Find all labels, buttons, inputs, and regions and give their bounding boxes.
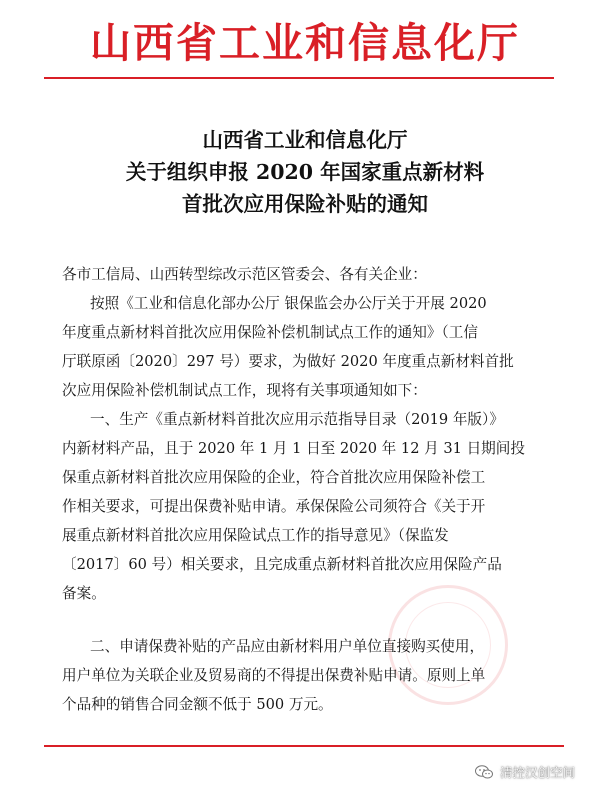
body-line: 厅联原函〔2020〕297 号）要求，为做好 2020 年度重点新材料首批 [62, 353, 514, 370]
body-line: 个品种的销售合同金额不低于 500 万元。 [62, 696, 333, 713]
body-line: 次应用保险补偿机制试点工作，现将有关事项通知如下： [62, 382, 427, 399]
body-line: 按照《工业和信息化部办公厅 银保监会办公厅关于开展 2020 [90, 295, 487, 312]
body-line: 用户单位为关联企业及贸易商的不得提出保费补贴申请。原则上单 [62, 667, 486, 684]
body-line: 一、生产《重点新材料首批次应用示范指导目录（2019 年版）》 [90, 411, 504, 428]
wechat-icon [474, 764, 494, 780]
body-line: 年度重点新材料首批次应用保险补偿机制试点工作的通知》（工信 [62, 324, 478, 341]
body-line: 〔2017〕60 号）相关要求，且完成重点新材料首批次应用保险产品 [62, 556, 502, 573]
title-line-3: 首批次应用保险补贴的通知 [182, 192, 428, 216]
salutation: 各市工信局、山西转型综改示范区管委会、各有关企业： [62, 266, 427, 283]
body-line: 二、申请保费补贴的产品应由新材料用户单位直接购买使用， [90, 638, 485, 655]
masthead-red-rule [44, 77, 554, 79]
watermark-text: 清控汉创空间 [500, 765, 576, 780]
body-line: 展重点新材料首批次应用保险试点工作的指导意见》（保监发 [62, 527, 449, 544]
masthead-org-name: 山西省工业和信息化厅 [90, 19, 520, 67]
body-line: 备案。 [62, 585, 106, 602]
title-line-1: 山西省工业和信息化厅 [202, 128, 408, 152]
title-line-2: 关于组织申报 2020 年国家重点新材料 [125, 160, 485, 184]
body-line: 内新材料产品，且于 2020 年 1 月 1 日至 2020 年 12 月 31 日期间投 [62, 440, 525, 457]
body-line: 作相关要求，可提出保费补贴申请。承保保险公司须符合《关于开 [62, 498, 486, 515]
footer-red-rule [44, 745, 564, 747]
wechat-watermark [474, 761, 575, 783]
body-line: 保重点新材料首批次应用保险的企业，符合首批次应用保险补偿工 [62, 469, 486, 486]
